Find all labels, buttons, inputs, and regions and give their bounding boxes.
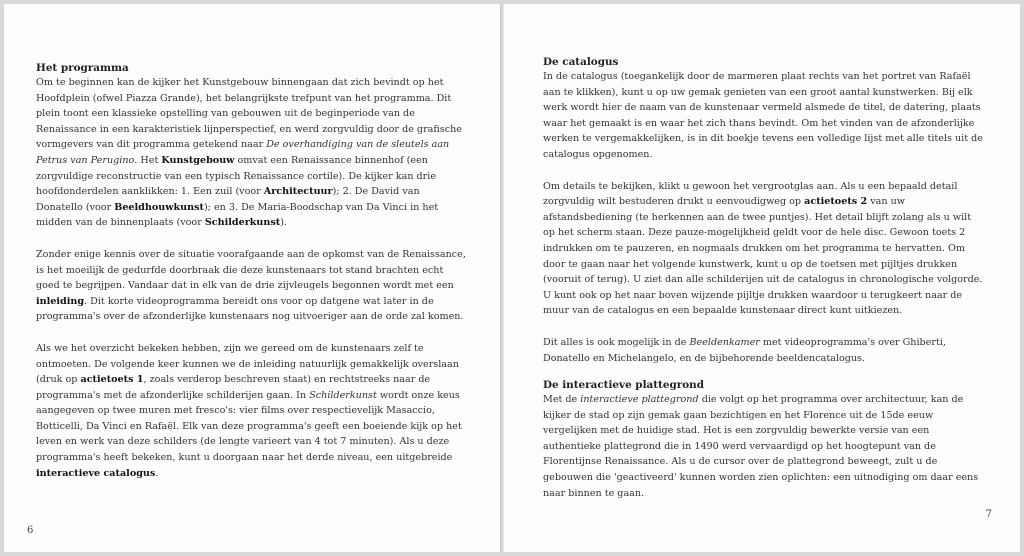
heading-het-programma: Het programma: [36, 62, 129, 74]
paragraph-programma-intro: Om te beginnen kan de kijker het Kunstgebouw binnengaan dat zich bevindt op het Hoofdplein (ofwel Piazza Grande), het belangrijkste trefpunt van het programma. Dit plein toont een klassieke opstelling van gebouwen uit de beginperiode van de Renaissance in een karakteristiek lijnperspectief, en werd zorgvuldig door de grafische vormgevers van dit programma getekend naar De overhandiging van de sleutels aan Petrus van Perugino. Het Kunstgebouw omvat een Renaissance binnenhof (een zorgvuldige reconstructie van een typisch Renaissance cortile). De kijker kan drie hoofdonderdelen aanklikken: 1. Een zuil (voor Architectuur); 2. De David van Donatello (voor Beeldhouwkunst); en 3. De Maria-Boodschap van Da Vinci in het midden van de binnenplaats (voor Schilderkunst).: [36, 77, 462, 229]
right-page: [503, 4, 1020, 552]
paragraph-catalogus: In de catalogus (toegankelijk door de marmeren plaat rechts van het portret van Rafaël aan te klikken), kunt u op uw gemak genieten van een groot aantal kunstwerken. Bij elk werk wordt hier de naam van de kunstenaar vermeld alsmede de titel, de datering, plaats waar het gemaakt is en waar het zich thans bevindt. Om het vinden van de afzonderlijke werken te vergemakkelijken, is in dit boekje tevens een volledige lijst met alle titels uit de catalogus opgenomen.: [543, 71, 983, 160]
paragraph-details: Om details te bekijken, klikt u gewoon het vergrootglas aan. Als u een bepaald detail zorgvuldig wilt bestuderen drukt u eenvoudigweg op actietoets 2 van uw afstandsbediening (te herkennen aan de twee puntjes). Het detail blijft zolang als u wilt op het scherm staan. Deze pauze-mogelijkheid geldt voor de hele disc. Gewoon toets 2 indrukken om te pauzeren, en nogmaals drukken om het programma te hervatten. Om door te gaan naar het volgende kunstwerk, kunt u op de toetsen met pijltjes drukken (vooruit of terug). U ziet dan alle schilderijen uit de catalogus in chronologische volgorde. U kunt ook op het naar boven wijzende pijltje drukken waardoor u terugkeert naar de muur van de catalogus en een bepaalde kunstenaar direct kunt uitkiezen.: [543, 180, 983, 317]
right-text-column: [543, 56, 983, 501]
paragraph-inleiding: Zonder enige kennis over de situatie voorafgaande aan de opkomst van de Renaissance, is het moeilijk de gedurfde doorbraak die deze kunstenaars tot stand brachten echt goed te begrijpen. Vandaar dat in elk van de drie zijvleugels begonnen wordt met een inleiding. Dit korte videoprogramma bereidt ons voor op datgene wat later in de programma's over de afzonderlijke kunstenaars nog uitvoeriger aan de orde zal komen.: [36, 248, 466, 323]
paragraph-beeldenkamer: Dit alles is ook mogelijk in de Beeldenkamer met videoprogramma's over Ghiberti, Donatello en Michelangelo, en de bijbehorende beeldencatalogus.: [543, 336, 946, 364]
paragraph-plattegrond: Met de interactieve plattegrond die volgt op het programma over architectuur, kan de kijker de stad op zijn gemak gaan bezichtigen en het Florence uit de 15de eeuw vergelijken met de huidige stad. Het is een zorgvuldig bewerkte versie van een authentieke plattegrond die in 1490 werd vervaardigd op het hoogtepunt van de Florentijnse Renaissance. Als u de cursor over de plattegrond beweegt, zult u de gebouwen die 'geactiveerd' kunnen worden zien oplichten: een uitnodiging om daar eens naar binnen te gaan.: [543, 394, 979, 499]
heading-de-catalogus: De catalogus: [543, 56, 619, 68]
page-number-right: 7: [985, 509, 992, 520]
page-number-left: 6: [27, 525, 34, 536]
paragraph-kunstenaars: Als we het overzicht bekeken hebben, zijn we gereed om de kunstenaars zelf te ontmoeten. De volgende keer kunnen we de inleiding natuurlijk gemakkelijk overslaan (druk op actietoets 1, zoals verderop beschreven staat) en rechtstreeks naar de programma's met de afzonderlijke schilderijen gaan. In Schilderkunst wordt onze keus aangegeven op twee muren met fresco's: vier films over respectievelijk Masaccio, Botticelli, Da Vinci en Rafaël. Elk van deze programma's geeft een boeiende kijk op het leven en werk van deze schilders (de lengte varieert van 4 tot 7 minuten). Als u deze programma's heeft bekeken, kunt u doorgaan naar het derde niveau, een uitgebreide interactieve catalogus.: [36, 342, 462, 479]
left-text-column: [36, 62, 468, 481]
left-page: [4, 4, 501, 552]
heading-interactieve-plattegrond: De interactieve plattegrond: [543, 379, 704, 392]
